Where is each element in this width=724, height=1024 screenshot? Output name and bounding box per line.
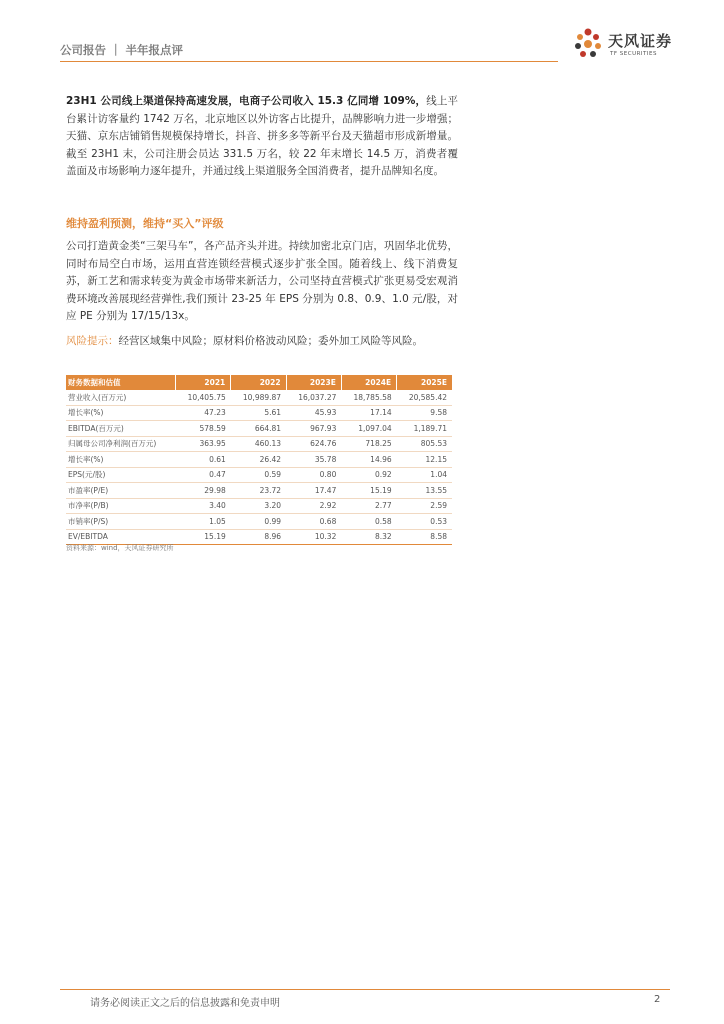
table-cell: 20,585.42: [397, 390, 452, 405]
table-cell: 10.32: [286, 529, 341, 545]
risk-label: 风险提示：: [66, 335, 119, 347]
table-cell: 2.92: [286, 498, 341, 514]
table-cell: 460.13: [231, 436, 286, 452]
paragraph-online-channel: [66, 93, 458, 181]
table-cell: 805.53: [397, 436, 452, 452]
table-cell: 14.96: [341, 452, 396, 468]
paragraph-body: 线上平台累计访客量约 1742 万名，北京地区以外访客占比提升，品牌影响力进一步增强；天猫、京东店铺销售规模保持增长，抖音、拼多多等新平台及天猫超市形成新增量。截至 23H1 末，公司注册会员达 331.5 万名，较 22 年末增长 14.5 万，消费者覆盖面及市场影响力逐年提升，并通过线上渠道服务全国消费者，提升品牌知名度。: [66, 95, 458, 177]
table-cell: 15.19: [341, 483, 396, 499]
table-cell: 10,989.87: [231, 390, 286, 405]
paragraph-lead-bold: 23H1 公司线上渠道保持高速发展，电商子公司收入 15.3 亿同增 109%，: [66, 95, 427, 107]
table-cell: 2.77: [341, 498, 396, 514]
table-cell: 0.80: [286, 467, 341, 483]
table-cell: 45.93: [286, 405, 341, 421]
table-cell: 26.42: [231, 452, 286, 468]
table-cell: 8.58: [397, 529, 452, 545]
table-cell: 0.59: [231, 467, 286, 483]
table-cell: 718.25: [341, 436, 396, 452]
table-cell: 3.20: [231, 498, 286, 514]
table-cell: 10,405.75: [175, 390, 230, 405]
table-cell: 15.19: [175, 529, 230, 545]
table-cell: 363.95: [175, 436, 230, 452]
table-row: [66, 405, 452, 421]
table-cell: 16,037.27: [286, 390, 341, 405]
table-cell: 市净率(P/B): [66, 498, 175, 514]
financial-data-table: [66, 375, 452, 545]
table-cell: 23.72: [231, 483, 286, 499]
footer-divider: [60, 989, 670, 990]
table-cell: EBITDA(百万元): [66, 421, 175, 437]
logo-subtitle: TF SECURITIES: [610, 51, 657, 57]
risk-text: 经营区域集中风险；原材料价格波动风险；委外加工风险等风险。: [118, 335, 423, 347]
table-cell: 0.47: [175, 467, 230, 483]
table-cell: 0.58: [341, 514, 396, 530]
table-cell: 967.93: [286, 421, 341, 437]
table-cell: 市盈率(P/E): [66, 483, 175, 499]
table-cell: 0.92: [341, 467, 396, 483]
table-cell: 营业收入(百万元): [66, 390, 175, 405]
logo-wordmark: 天风证券: [608, 32, 673, 50]
table-row: [66, 467, 452, 483]
table-cell: 1,097.04: [341, 421, 396, 437]
table-header-row: [66, 375, 452, 390]
table-row: [66, 498, 452, 514]
data-source-note: 资料来源：wind，天风证券研究所: [66, 544, 174, 552]
table-row: [66, 421, 452, 437]
table-cell: EV/EBITDA: [66, 529, 175, 545]
table-cell: 0.68: [286, 514, 341, 530]
table-cell: 47.23: [175, 405, 230, 421]
table-cell: 0.99: [231, 514, 286, 530]
table-header-cell: 2024E: [341, 375, 396, 390]
paragraph-forecast: 公司打造黄金类“三架马车”，各产品齐头并进。持续加密北京门店，巩固华北优势，同时布局空白市场，运用直营连锁经营模式逐步扩张全国。随着线上、线下消费复苏，新工艺和需求转变为黄金市场带来新活力，公司坚持直营模式扩张更易受宏观消费环境改善展现经营弹性,我们预计 23-25 年 EPS 分别为 0.8、0.9、1.0 元/股，对应 PE 分别为 17/15/13x。: [66, 240, 458, 322]
table-cell: 0.53: [397, 514, 452, 530]
table-header-cell: 2025E: [397, 375, 452, 390]
table-row: [66, 452, 452, 468]
table-cell: 12.15: [397, 452, 452, 468]
table-cell: 5.61: [231, 405, 286, 421]
company-logo: [570, 26, 680, 62]
report-type-title: 公司报告 ｜ 半年报点评: [60, 43, 184, 57]
table-cell: 624.76: [286, 436, 341, 452]
disclaimer-link[interactable]: 请务必阅读正文之后的信息披露和免责申明: [90, 998, 280, 1009]
table-row: [66, 390, 452, 405]
table-cell: 3.40: [175, 498, 230, 514]
table-cell: 2.59: [397, 498, 452, 514]
table-row: [66, 483, 452, 499]
table-cell: 664.81: [231, 421, 286, 437]
table-cell: 8.96: [231, 529, 286, 545]
table-row: [66, 514, 452, 530]
table-cell: 18,785.58: [341, 390, 396, 405]
table-cell: 8.32: [341, 529, 396, 545]
table-cell: 17.47: [286, 483, 341, 499]
section-heading-rating: 维持盈利预测，维持“买入”评级: [66, 217, 224, 230]
page-number: 2: [654, 994, 661, 1005]
table-cell: EPS(元/股): [66, 467, 175, 483]
table-cell: 1.04: [397, 467, 452, 483]
header-divider: [60, 61, 558, 62]
table-row: [66, 436, 452, 452]
table-cell: 9.58: [397, 405, 452, 421]
risk-warning: [66, 333, 458, 351]
table-header-cell: 2022: [231, 375, 286, 390]
table-header-cell: 2023E: [286, 375, 341, 390]
table-cell: 增长率(%): [66, 452, 175, 468]
table-cell: 0.61: [175, 452, 230, 468]
table-cell: 578.59: [175, 421, 230, 437]
table-cell: 17.14: [341, 405, 396, 421]
table-header-cell: 2021: [175, 375, 230, 390]
table-cell: 1.05: [175, 514, 230, 530]
table-cell: 归属母公司净利润(百万元): [66, 436, 175, 452]
tf-flower-icon: [570, 26, 606, 62]
table-cell: 增长率(%): [66, 405, 175, 421]
table-cell: 1,189.71: [397, 421, 452, 437]
table-cell: 35.78: [286, 452, 341, 468]
table-cell: 13.55: [397, 483, 452, 499]
table-cell: 市销率(P/S): [66, 514, 175, 530]
table-header-cell: 财务数据和估值: [66, 375, 175, 390]
table-cell: 29.98: [175, 483, 230, 499]
